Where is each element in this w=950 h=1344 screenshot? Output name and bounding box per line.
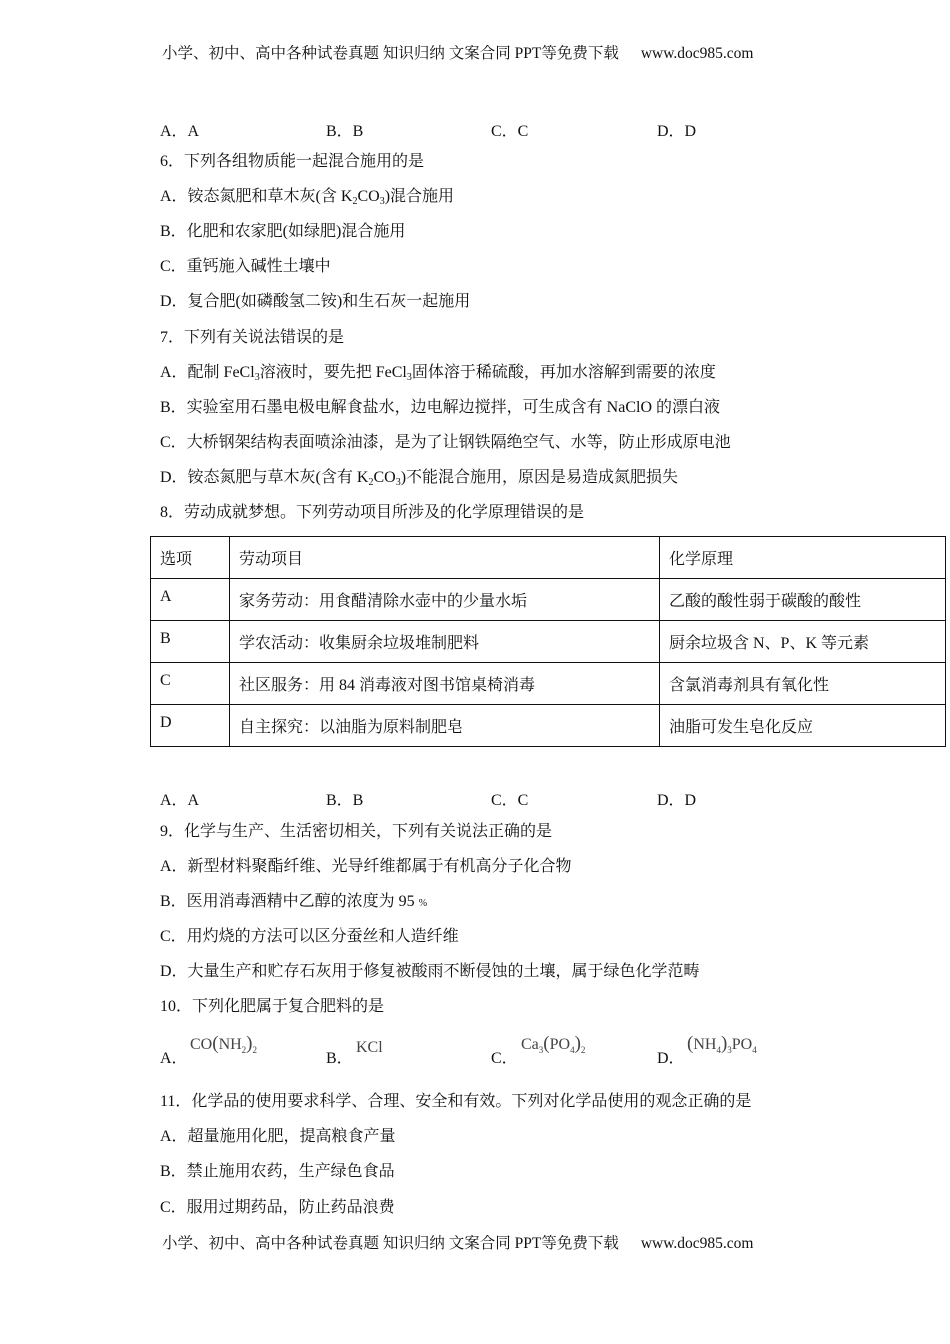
table-cell: 学农活动：收集厨余垃圾堆制肥料: [230, 621, 660, 663]
q10-stem: 10．下列化肥属于复合肥料的是: [160, 998, 385, 1015]
q6-option-c: C．重钙施入碱性土壤中: [160, 258, 331, 275]
q10-letter-d: D．: [657, 1050, 685, 1067]
q8-option-b: B．B: [326, 792, 364, 809]
table-cell: A: [151, 579, 230, 621]
fc-s2: 4: [570, 1045, 575, 1055]
page-footer: [162, 1231, 753, 1253]
q6-option-b: B．化肥和农家肥(如绿肥)混合施用: [160, 223, 406, 240]
q6-a-text-1: A．铵态氮肥和草木灰(含 K: [160, 188, 353, 205]
table-header-cell: 劳动项目: [230, 537, 660, 579]
fa-p3: NH: [218, 1036, 242, 1053]
q8-option-d: D．D: [657, 792, 697, 809]
q5-option-a: A．A: [160, 123, 200, 140]
page-header: [162, 41, 753, 63]
header-text: 小学、初中、高中各种试卷真题 知识归纳 文案合同 PPT等免费下载: [162, 45, 619, 62]
q11-option-b: B．禁止施用农药，生产绿色食品: [160, 1163, 395, 1180]
q7-option-a: [160, 363, 716, 388]
table-cell: 自主探究：以油脂为原料制肥皂: [230, 705, 660, 747]
footer-text: 小学、初中、高中各种试卷真题 知识归纳 文案合同 PPT等免费下载: [162, 1235, 619, 1252]
q9-b-text: B．医用消毒酒精中乙醇的浓度为 95: [160, 893, 415, 910]
table-cell: D: [151, 705, 230, 747]
fd-s3: 4: [752, 1045, 757, 1055]
fd-s1: 4: [716, 1045, 721, 1055]
fb-p1: KCl: [356, 1039, 383, 1056]
q7-stem: 7．下列有关说法错误的是: [160, 329, 345, 346]
q6-option-d: D．复合肥(如磷酸氢二铵)和生石灰一起施用: [160, 293, 471, 310]
q5-option-d: D．D: [657, 123, 697, 140]
table-cell: C: [151, 663, 230, 705]
fc-s3: 2: [580, 1045, 586, 1055]
q7-d-text-3: )不能混合施用，原因是易造成氮肥损失: [400, 469, 679, 486]
q6-a-text-2: CO: [357, 188, 380, 205]
fd-p2: NH: [693, 1036, 717, 1053]
q9-option-a: A．新型材料聚酯纤维、光导纤维都属于有机高分子化合物: [160, 858, 572, 875]
q10-formula-b: [356, 1039, 383, 1057]
table-cell: 厨余垃圾含 N、P、K 等元素: [660, 621, 946, 663]
fc-s1: 3: [538, 1045, 544, 1055]
fc-p2: (: [543, 1033, 550, 1054]
table-cell: B: [151, 621, 230, 663]
q8-options: [160, 787, 860, 809]
table-cell: 家务劳动：用食醋清除水壶中的少量水垢: [230, 579, 660, 621]
q6-a-text-3: )混合施用: [384, 188, 455, 205]
q5-options: [160, 118, 860, 140]
q10-options: [160, 1033, 860, 1065]
table-cell: 乙酸的酸性弱于碳酸的酸性: [660, 579, 946, 621]
fa-s2: 2: [252, 1045, 257, 1055]
q7-option-c: C．大桥钢架结构表面喷涂油漆，是为了让钢铁隔绝空气、水等，防止形成原电池: [160, 434, 731, 451]
table-row: [151, 663, 946, 705]
table-row: [151, 621, 946, 663]
fa-s1: 2: [241, 1045, 247, 1055]
q9-option-c: C．用灼烧的方法可以区分蚕丝和人造纤维: [160, 928, 459, 945]
q7-a-text-2: 溶液时，要先把 FeCl: [259, 364, 407, 381]
q8-stem: 8．劳动成就梦想。下列劳动项目所涉及的化学原理错误的是: [160, 504, 585, 521]
q8-option-c: C．C: [491, 792, 529, 809]
table-cell: 含氯消毒剂具有氧化性: [660, 663, 946, 705]
q7-option-b: B．实验室用石墨电极电解食盐水，边电解边搅拌，可生成含有 NaClO 的漂白液: [160, 399, 721, 416]
q11-option-c: C．服用过期药品，防止药品浪费: [160, 1199, 395, 1216]
q6-stem: 6．下列各组物质能一起混合施用的是: [160, 153, 425, 170]
footer-site: www.doc985.com: [640, 1235, 754, 1252]
q10-letter-a: A．: [160, 1050, 188, 1067]
q6-option-a: [160, 187, 454, 212]
fd-p4: PO: [731, 1036, 753, 1053]
header-site: www.doc985.com: [640, 45, 754, 62]
q11-option-a: A．超量施用化肥，提高粮食产量: [160, 1128, 396, 1145]
q10-formula-a: [190, 1033, 257, 1055]
fc-p4: ): [574, 1033, 581, 1054]
q7-a-text-1: A．配制 FeCl: [160, 364, 255, 381]
q8-option-a: A．A: [160, 792, 200, 809]
fc-p1: Ca: [521, 1036, 539, 1053]
fd-p1: (: [687, 1033, 694, 1054]
fd-s2: 3: [727, 1045, 732, 1055]
q7-d-text-1: D．铵态氮肥与草木灰(含有 K: [160, 469, 369, 486]
q7-option-d: [160, 468, 678, 493]
q7-a-text-3: 固体溶于稀硫酸，再加水溶解到需要的浓度: [411, 364, 716, 381]
q7-d-sub-1: 2: [368, 477, 374, 488]
q7-d-sub-2: 3: [395, 477, 401, 488]
table-row: [151, 579, 946, 621]
table-header-row: [151, 537, 946, 579]
fa-p4: ): [246, 1033, 253, 1054]
fa-p2: (: [212, 1033, 219, 1054]
fc-p3: PO: [549, 1036, 571, 1053]
fd-p3: ): [720, 1033, 728, 1054]
q10-formula-c: [521, 1033, 585, 1055]
q10-formula-d: [687, 1033, 757, 1055]
q7-a-sub-1: 3: [254, 372, 260, 383]
table-header-cell: 选项: [151, 537, 230, 579]
q9-option-b: [160, 892, 427, 914]
q10-letter-b: B．: [326, 1050, 353, 1067]
q10-letter-c: C．: [491, 1050, 518, 1067]
q9-b-unit: %: [418, 898, 428, 909]
q6-a-sub-1: 2: [352, 196, 358, 207]
q9-option-d: D．大量生产和贮存石灰用于修复被酸雨不断侵蚀的土壤，属于绿色化学范畴: [160, 963, 700, 980]
q6-a-sub-2: 3: [379, 196, 385, 207]
table-row: [151, 705, 946, 747]
table-cell: 社区服务：用 84 消毒液对图书馆桌椅消毒: [230, 663, 660, 705]
labor-table: [150, 536, 946, 747]
table-header-cell: 化学原理: [660, 537, 946, 579]
q5-option-b: B．B: [326, 123, 364, 140]
table-cell: 油脂可发生皂化反应: [660, 705, 946, 747]
q7-d-text-2: CO: [373, 469, 396, 486]
q9-stem: 9．化学与生产、生活密切相关，下列有关说法正确的是: [160, 823, 553, 840]
q11-stem: 11．化学品的使用要求科学、合理、安全和有效。下列对化学品使用的观念正确的是: [160, 1093, 752, 1110]
q7-a-sub-2: 3: [406, 372, 412, 383]
fa-p1: CO: [190, 1036, 213, 1053]
q5-option-c: C．C: [491, 123, 529, 140]
